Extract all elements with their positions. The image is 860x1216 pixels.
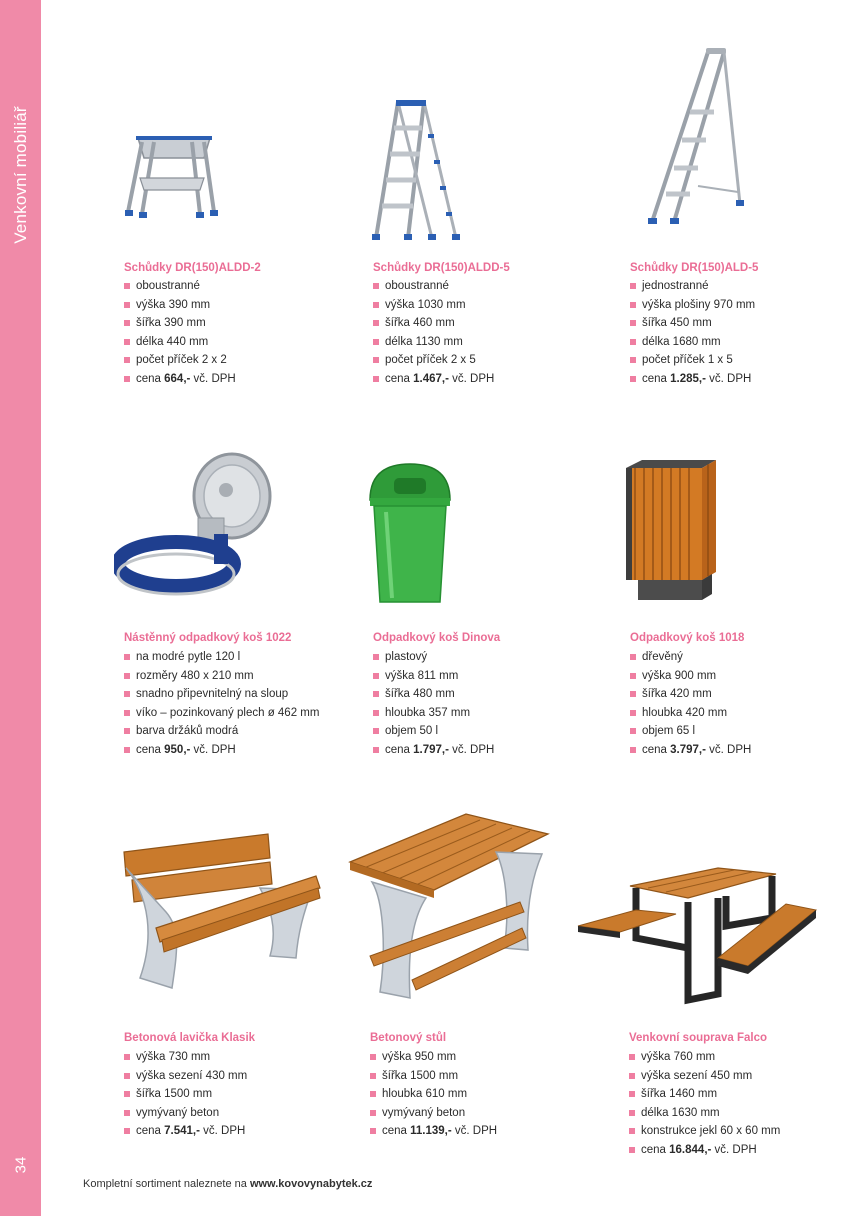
price-item: cena 7.541,- vč. DPH (124, 1122, 247, 1141)
spec-item: šířka 1460 mm (629, 1085, 780, 1104)
spec-item: barva držáků modrá (124, 722, 319, 741)
section-title: Venkovní mobiliář (10, 106, 30, 244)
spec-item: výška 811 mm (373, 667, 494, 686)
spec-item: výška sezení 450 mm (629, 1067, 780, 1086)
spec-list (124, 648, 319, 760)
spec-item: výška 390 mm (124, 296, 236, 315)
spec-item: šířka 420 mm (630, 685, 751, 704)
spec-item: dřevěný (630, 648, 751, 667)
two-step-ladder-image (120, 128, 220, 220)
spec-item: délka 1630 mm (629, 1104, 780, 1123)
concrete-table-image (346, 812, 550, 1008)
product-name: Odpadkový koš 1018 (630, 632, 745, 644)
page-number: 34 (12, 1156, 29, 1174)
spec-item: jednostranné (630, 277, 755, 296)
spec-list (629, 1048, 780, 1160)
product-name: Venkovní souprava Falco (629, 1032, 768, 1044)
wall-bin-image (114, 448, 274, 604)
price-item: cena 950,- vč. DPH (124, 741, 319, 760)
spec-list (124, 277, 236, 389)
wooden-bin-image (622, 458, 720, 604)
spec-item: hloubka 420 mm (630, 704, 751, 723)
spec-item: šířka 450 mm (630, 314, 755, 333)
price-item: cena 1.467,- vč. DPH (373, 370, 494, 389)
spec-item: výška 1030 mm (373, 296, 494, 315)
spec-item: konstrukce jekl 60 x 60 mm (629, 1122, 780, 1141)
spec-item: hloubka 610 mm (370, 1085, 497, 1104)
spec-list (124, 1048, 247, 1141)
product-name: Schůdky DR(150)ALDD-2 (124, 262, 261, 274)
spec-item: vymývaný beton (124, 1104, 247, 1123)
spec-item: šířka 390 mm (124, 314, 236, 333)
price-item: cena 1.797,- vč. DPH (373, 741, 494, 760)
spec-list (373, 648, 494, 760)
price-value: 11.139,- (410, 1125, 452, 1138)
spec-item: šířka 1500 mm (370, 1067, 497, 1086)
price-value: 664,- (164, 372, 191, 385)
spec-item: víko – pozinkovaný plech ø 462 mm (124, 704, 319, 723)
price-item: cena 664,- vč. DPH (124, 370, 236, 389)
spec-item: délka 1130 mm (373, 333, 494, 352)
spec-item: výška 950 mm (370, 1048, 497, 1067)
spec-item: šířka 460 mm (373, 314, 494, 333)
spec-item: snadno připevnitelný na sloup (124, 685, 319, 704)
price-item: cena 1.285,- vč. DPH (630, 370, 755, 389)
spec-item: objem 65 l (630, 722, 751, 741)
price-value: 1.285,- (670, 372, 706, 385)
spec-item: počet příček 1 x 5 (630, 351, 755, 370)
product-name: Nástěnný odpadkový koš 1022 (124, 632, 292, 644)
spec-list (370, 1048, 497, 1141)
five-step-single-ladder-image (640, 42, 750, 232)
price-value: 3.797,- (670, 743, 706, 756)
price-value: 1.467,- (413, 372, 449, 385)
spec-item: vymývaný beton (370, 1104, 497, 1123)
spec-item: objem 50 l (373, 722, 494, 741)
spec-list (630, 648, 751, 760)
spec-item: výška 730 mm (124, 1048, 247, 1067)
spec-item: délka 440 mm (124, 333, 236, 352)
footer (83, 1178, 372, 1190)
price-value: 950,- (164, 743, 191, 756)
product-name: Betonový stůl (370, 1032, 447, 1044)
price-item: cena 3.797,- vč. DPH (630, 741, 751, 760)
green-bin-image (366, 460, 454, 608)
price-item: cena 16.844,- vč. DPH (629, 1141, 780, 1160)
spec-item: šířka 480 mm (373, 685, 494, 704)
website-link[interactable]: www.kovovynabytek.cz (249, 1178, 373, 1190)
price-value: 7.541,- (164, 1125, 200, 1138)
spec-item: počet příček 2 x 5 (373, 351, 494, 370)
spec-item: šířka 1500 mm (124, 1085, 247, 1104)
spec-item: hloubka 357 mm (373, 704, 494, 723)
product-name: Schůdky DR(150)ALDD-5 (373, 262, 510, 274)
spec-item: rozměry 480 x 210 mm (124, 667, 319, 686)
side-bar (0, 0, 41, 1216)
five-step-double-ladder-image (368, 96, 464, 244)
spec-item: počet příček 2 x 2 (124, 351, 236, 370)
spec-item: plastový (373, 648, 494, 667)
concrete-bench-image (120, 828, 324, 1008)
spec-list (630, 277, 755, 389)
spec-item: výška sezení 430 mm (124, 1067, 247, 1086)
spec-item: výška 760 mm (629, 1048, 780, 1067)
price-value: 1.797,- (413, 743, 449, 756)
footer-text: Kompletní sortiment naleznete na (83, 1178, 250, 1190)
spec-item: délka 1680 mm (630, 333, 755, 352)
product-name: Odpadkový koš Dinova (373, 632, 501, 644)
spec-item: výška 900 mm (630, 667, 751, 686)
spec-item: výška plošiny 970 mm (630, 296, 755, 315)
spec-item: na modré pytle 120 l (124, 648, 319, 667)
spec-item: oboustranné (124, 277, 236, 296)
spec-list (373, 277, 494, 389)
spec-item: oboustranné (373, 277, 494, 296)
product-name: Betonová lavička Klasik (124, 1032, 256, 1044)
picnic-set-image (576, 866, 818, 1006)
price-value: 16.844,- (669, 1143, 712, 1156)
price-item: cena 11.139,- vč. DPH (370, 1122, 497, 1141)
product-name: Schůdky DR(150)ALD-5 (630, 262, 759, 274)
